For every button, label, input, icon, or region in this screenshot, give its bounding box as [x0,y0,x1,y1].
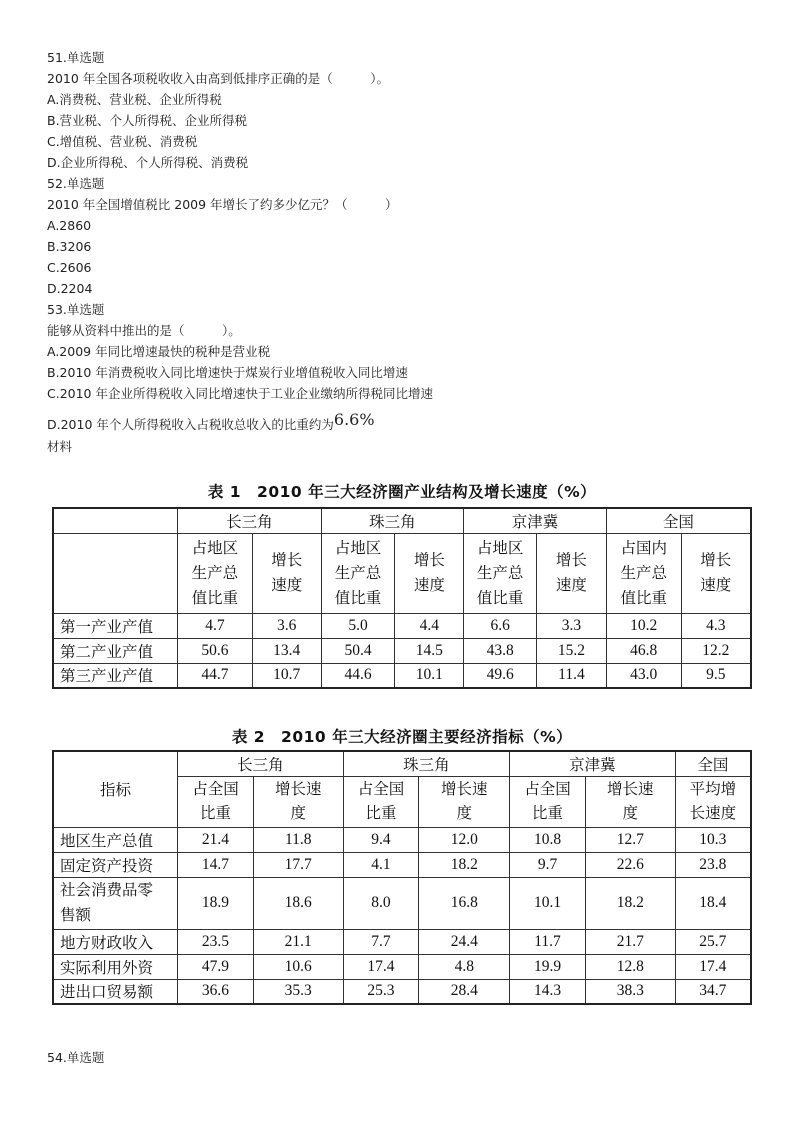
table-cell: 47.9 [178,954,254,979]
table-row [53,954,751,979]
table-2-region: 京津冀 [510,751,676,776]
option-52-c: C.2606 [47,260,92,275]
table-row [53,877,751,929]
option-53-d [47,404,433,436]
table-cell: 28.4 [419,979,510,1004]
table-row [53,852,751,877]
row-label: 实际利用外资 [53,954,178,979]
table-1-subheader [321,533,395,613]
table-cell: 4.4 [395,613,464,638]
table-cell: 18.2 [419,852,510,877]
table-2-subheader [585,776,675,827]
table-cell: 38.3 [585,979,675,1004]
question-51-title: 51.单选题 [47,50,105,65]
subheader-line: 生产总 [334,564,382,582]
table-cell: 9.5 [681,663,751,688]
table-cell: 10.2 [606,613,681,638]
table-2-wrapper [52,725,752,1005]
table-1-subheader [395,533,464,613]
question-51-stem: 2010 年全国各项税收收入由高到低排序正确的是（ ）。 [47,71,390,86]
subheader-line: 度 [290,804,306,822]
table-2-region: 全国 [675,751,751,776]
table-2-region: 长三角 [178,751,344,776]
subheader-line: 增长速 [607,780,654,798]
material-label: 材料 [47,439,73,454]
table-cell: 24.4 [419,929,510,954]
table-cell: 10.3 [675,827,751,852]
row-label: 第三产业产值 [53,663,178,688]
table-row [53,613,751,638]
table-1-subheader [606,533,681,613]
option-53-d-text: D.2010 年个人所得税收入占税收总收入的比重约为 [47,417,334,432]
table-cell: 4.7 [178,613,253,638]
table-cell: 12.7 [585,827,675,852]
table-cell: 9.7 [510,852,586,877]
subheader-line: 增长速 [274,780,322,798]
table-cell: 50.4 [321,638,395,663]
table-cell: 43.0 [606,663,681,688]
table-cell: 43.8 [464,638,537,663]
table-cell: 10.6 [253,954,343,979]
subheader-line: 值比重 [334,589,382,607]
table-row [53,827,751,852]
subheader-line: 值比重 [620,589,667,607]
subheader-line: 生产总 [476,564,524,582]
subheader-line: 比重 [199,804,231,822]
table-cell: 25.7 [675,929,751,954]
table-1-region: 珠三角 [321,508,464,533]
table-1-subheader [537,533,607,613]
table-cell: 16.8 [419,877,510,929]
table-cell: 34.7 [675,979,751,1004]
table-cell: 3.3 [537,613,607,638]
table-cell: 11.4 [537,663,607,688]
table-cell: 23.5 [178,929,254,954]
subheader-line: 增长 [271,552,303,569]
table-cell: 14.7 [178,852,254,877]
table-1-corner-lower [53,533,178,613]
table-cell: 10.7 [252,663,321,688]
question-52-title: 52.单选题 [47,176,105,191]
table-cell: 36.6 [178,979,254,1004]
subheader-line: 速度 [271,577,303,594]
question-53-stem: 能够从资料中推出的是（ ）。 [47,323,241,338]
table-cell: 11.8 [253,827,343,852]
table-cell: 3.6 [252,613,321,638]
table-2-subheader [419,776,510,827]
table-1-subheader [252,533,321,613]
subheader-line: 占国内 [620,539,667,557]
option-53-a: A.2009 年同比增速最快的税种是营业税 [47,344,271,359]
table-row [53,638,751,663]
table-cell: 44.7 [178,663,253,688]
subheader-line: 比重 [532,804,564,822]
table-cell: 10.8 [510,827,586,852]
table-cell: 10.1 [510,877,586,929]
option-52-d: D.2204 [47,281,93,296]
row-label: 地区生产总值 [53,827,178,852]
subheader-line: 速度 [555,577,587,594]
table-cell: 17.4 [675,954,751,979]
table-cell: 25.3 [343,979,419,1004]
table-cell: 11.7 [510,929,586,954]
table-cell: 17.7 [253,852,343,877]
table-1-region: 长三角 [178,508,322,533]
table-cell: 50.6 [178,638,253,663]
subheader-line: 度 [622,804,639,822]
table-2-subheader [178,776,254,827]
table-cell: 46.8 [606,638,681,663]
table-cell: 23.8 [675,852,751,877]
option-51-b: B.营业税、个人所得税、企业所得税 [47,113,248,128]
table-cell: 12.0 [419,827,510,852]
subheader-line: 值比重 [476,589,524,607]
option-52-b: B.3206 [47,239,92,254]
table-cell: 49.6 [464,663,537,688]
table-1-region: 全国 [606,508,751,533]
table-2-subheader [253,776,343,827]
table-2 [52,750,752,1005]
table-cell: 18.2 [585,877,675,929]
subheader-line: 比重 [365,804,397,822]
table-1-region-row [53,508,751,533]
subheader-line: 长速度 [689,804,737,822]
table-cell: 9.4 [343,827,419,852]
table-2-subheader [510,776,586,827]
table-cell: 44.6 [321,663,395,688]
table-cell: 12.2 [681,638,751,663]
table-1-region: 京津冀 [464,508,607,533]
subheader-line: 增长 [413,552,445,569]
option-53-b: B.2010 年消费税收入同比增速快于煤炭行业增值税收入同比增速 [47,365,408,380]
table-cell: 10.1 [395,663,464,688]
table-2-subheader [675,776,751,827]
table-cell: 18.6 [253,877,343,929]
option-51-a: A.消费税、营业税、企业所得税 [47,92,222,107]
subheader-line: 度 [456,804,473,822]
row-label [53,877,178,929]
row-label-line: 社会消费品零 [60,882,154,899]
table-cell: 14.5 [395,638,464,663]
table-1-subheader [464,533,537,613]
table-cell: 7.7 [343,929,419,954]
table-cell: 18.4 [675,877,751,929]
table-2-subheader [343,776,419,827]
option-52-a: A.2860 [47,218,92,233]
table-cell: 8.0 [343,877,419,929]
table-2-region: 珠三角 [343,751,510,776]
table-cell: 21.1 [253,929,343,954]
row-label: 固定资产投资 [53,852,178,877]
table-cell: 5.0 [321,613,395,638]
subheader-line: 增长 [700,552,732,569]
question-block [47,47,433,457]
table-cell: 12.8 [585,954,675,979]
question-53-title: 53.单选题 [47,302,105,317]
table-1-corner [53,508,178,533]
table-cell: 22.6 [585,852,675,877]
row-label: 进出口贸易额 [53,979,178,1004]
row-label-line: 售额 [60,907,92,924]
subheader-line: 占全国 [357,780,405,798]
table-cell: 19.9 [510,954,586,979]
table-1-wrapper [52,479,752,689]
table-row [53,979,751,1004]
row-label: 第一产业产值 [53,613,178,638]
subheader-line: 生产总 [620,564,667,582]
table-1-subheader-row [53,533,751,613]
table-cell: 14.3 [510,979,586,1004]
table-1-subheader [681,533,751,613]
table-1 [52,507,752,689]
table-cell: 13.4 [252,638,321,663]
table-cell: 18.9 [178,877,254,929]
table-cell: 6.6 [464,613,537,638]
table-2-title: 表 2 2010 年三大经济圈主要经济指标（%） [231,728,573,746]
table-cell: 4.1 [343,852,419,877]
table-2-index-header: 指标 [53,751,178,827]
table-row [53,663,751,688]
subheader-line: 占地区 [476,539,524,557]
table-1-title: 表 1 2010 年三大经济圈产业结构及增长速度（%） [207,483,597,501]
subheader-line: 平均增 [689,780,737,798]
subheader-line: 增长 [555,552,587,569]
table-row [53,929,751,954]
table-2-region-row [53,751,751,776]
subheader-line: 值比重 [191,589,239,607]
subheader-line: 占全国 [192,780,239,798]
option-51-d: D.企业所得税、个人所得税、消费税 [47,155,249,170]
subheader-line: 占全国 [524,780,571,798]
subheader-line: 生产总 [191,564,239,582]
table-cell: 35.3 [253,979,343,1004]
table-cell: 4.3 [681,613,751,638]
table-cell: 4.8 [419,954,510,979]
subheader-line: 速度 [413,577,445,594]
subheader-line: 增长速 [441,780,488,798]
option-53-c: C.2010 年企业所得税收入同比增速快于工业企业缴纳所得税同比增速 [47,386,433,401]
row-label: 第二产业产值 [53,638,178,663]
option-53-d-value: 6.6% [333,410,375,429]
table-cell: 15.2 [537,638,607,663]
option-51-c: C.增值税、营业税、消费税 [47,134,198,149]
subheader-line: 占地区 [191,539,239,557]
table-cell: 21.7 [585,929,675,954]
table-cell: 17.4 [343,954,419,979]
question-54-title: 54.单选题 [47,1050,105,1065]
table-cell: 21.4 [178,827,254,852]
subheader-line: 速度 [700,577,732,594]
question-52-stem: 2010 年全国增值税比 2009 年增长了约多少亿元？（ ） [47,197,398,212]
subheader-line: 占地区 [334,539,382,557]
table-1-subheader [178,533,253,613]
row-label: 地方财政收入 [53,929,178,954]
